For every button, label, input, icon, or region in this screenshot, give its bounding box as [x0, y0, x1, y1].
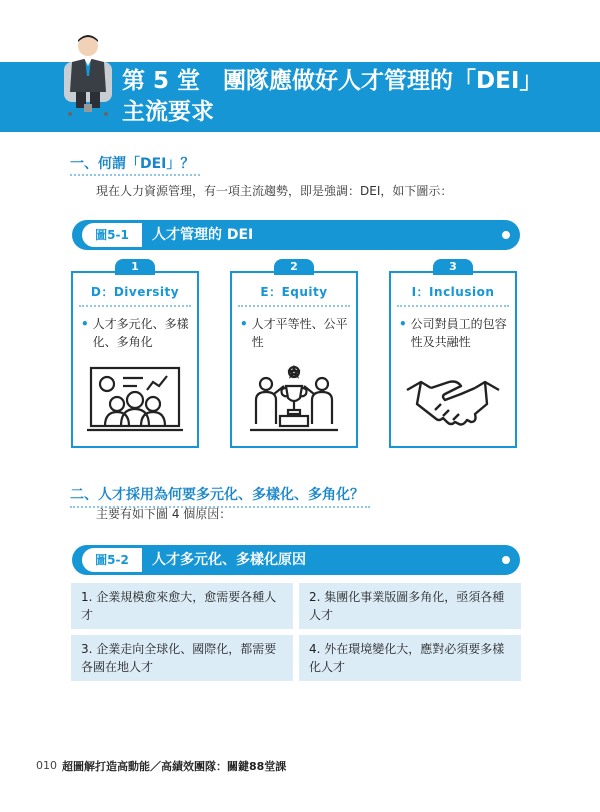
figure-dot [502, 231, 510, 239]
reason-box-3: 3. 企業走向全球化、國際化，都需要各國在地人才 [71, 635, 293, 681]
figure-title: 人才多元化、多樣化原因 [152, 552, 306, 568]
card-heading: D：Diversity [79, 283, 191, 307]
section-divider-1 [70, 174, 200, 176]
page-number: 010 [36, 759, 57, 772]
dei-card-inclusion [389, 260, 517, 448]
reason-box-4: 4. 外在環境變化大，應對必須要多樣化人才 [299, 635, 521, 681]
card-body: • 公司對員工的包容性及共融性 [399, 317, 507, 349]
chapter-title-line1: 第 5 堂 團隊應做好人才管理的「DEI」 [122, 68, 543, 94]
card-body-text: 公司對員工的包容性及共融性 [410, 317, 507, 349]
card-body: • 人才平等性、公平性 [240, 317, 348, 349]
chapter-title [122, 66, 592, 128]
section-intro-2: 主要有如下圖 4 個原因： [96, 507, 232, 521]
reason-box-2: 2. 集團化事業版圖多角化，亟須各種人才 [299, 583, 521, 629]
figure-tag: 圖5-2 [82, 548, 142, 572]
reason-box-1: 1. 企業規模愈來愈大，愈需要各種人才 [71, 583, 293, 629]
figure-title-bar-2 [72, 545, 520, 575]
figure-title-bar-1 [72, 220, 520, 250]
card-body-text: 人才平等性、公平性 [251, 317, 348, 349]
card-heading: I：Inclusion [397, 283, 509, 307]
presentation-meeting-icon [87, 364, 183, 436]
dei-card-equity [230, 260, 358, 448]
section-heading-2: 二、人才採用為何要多元化、多樣化、多角化？ [70, 487, 364, 503]
card-number: 2 [274, 259, 314, 275]
figure-tag: 圖5-1 [82, 223, 142, 247]
team-trophy-icon [246, 364, 342, 436]
card-body: • 人才多元化、多樣化、多角化 [81, 317, 189, 349]
figure-title: 人才管理的 DEI [152, 227, 254, 243]
card-number: 3 [433, 259, 473, 275]
businessman-chair-icon [56, 32, 120, 116]
card-number: 1 [115, 259, 155, 275]
book-title: 超圖解打造高動能／高績效團隊：關鍵88堂課 [62, 760, 287, 773]
figure-dot [502, 556, 510, 564]
dei-card-diversity [71, 260, 199, 448]
section-intro-1: 現在人力資源管理，有一項主流趨勢，即是強調：DEI，如下圖示： [96, 184, 453, 198]
section-heading-1: 一、何謂「DEI」？ [70, 156, 195, 172]
card-heading: E：Equity [238, 283, 350, 307]
chapter-title-line2: 主流要求 [122, 99, 214, 125]
card-body-text: 人才多元化、多樣化、多角化 [92, 317, 189, 349]
handshake-icon [405, 364, 501, 436]
